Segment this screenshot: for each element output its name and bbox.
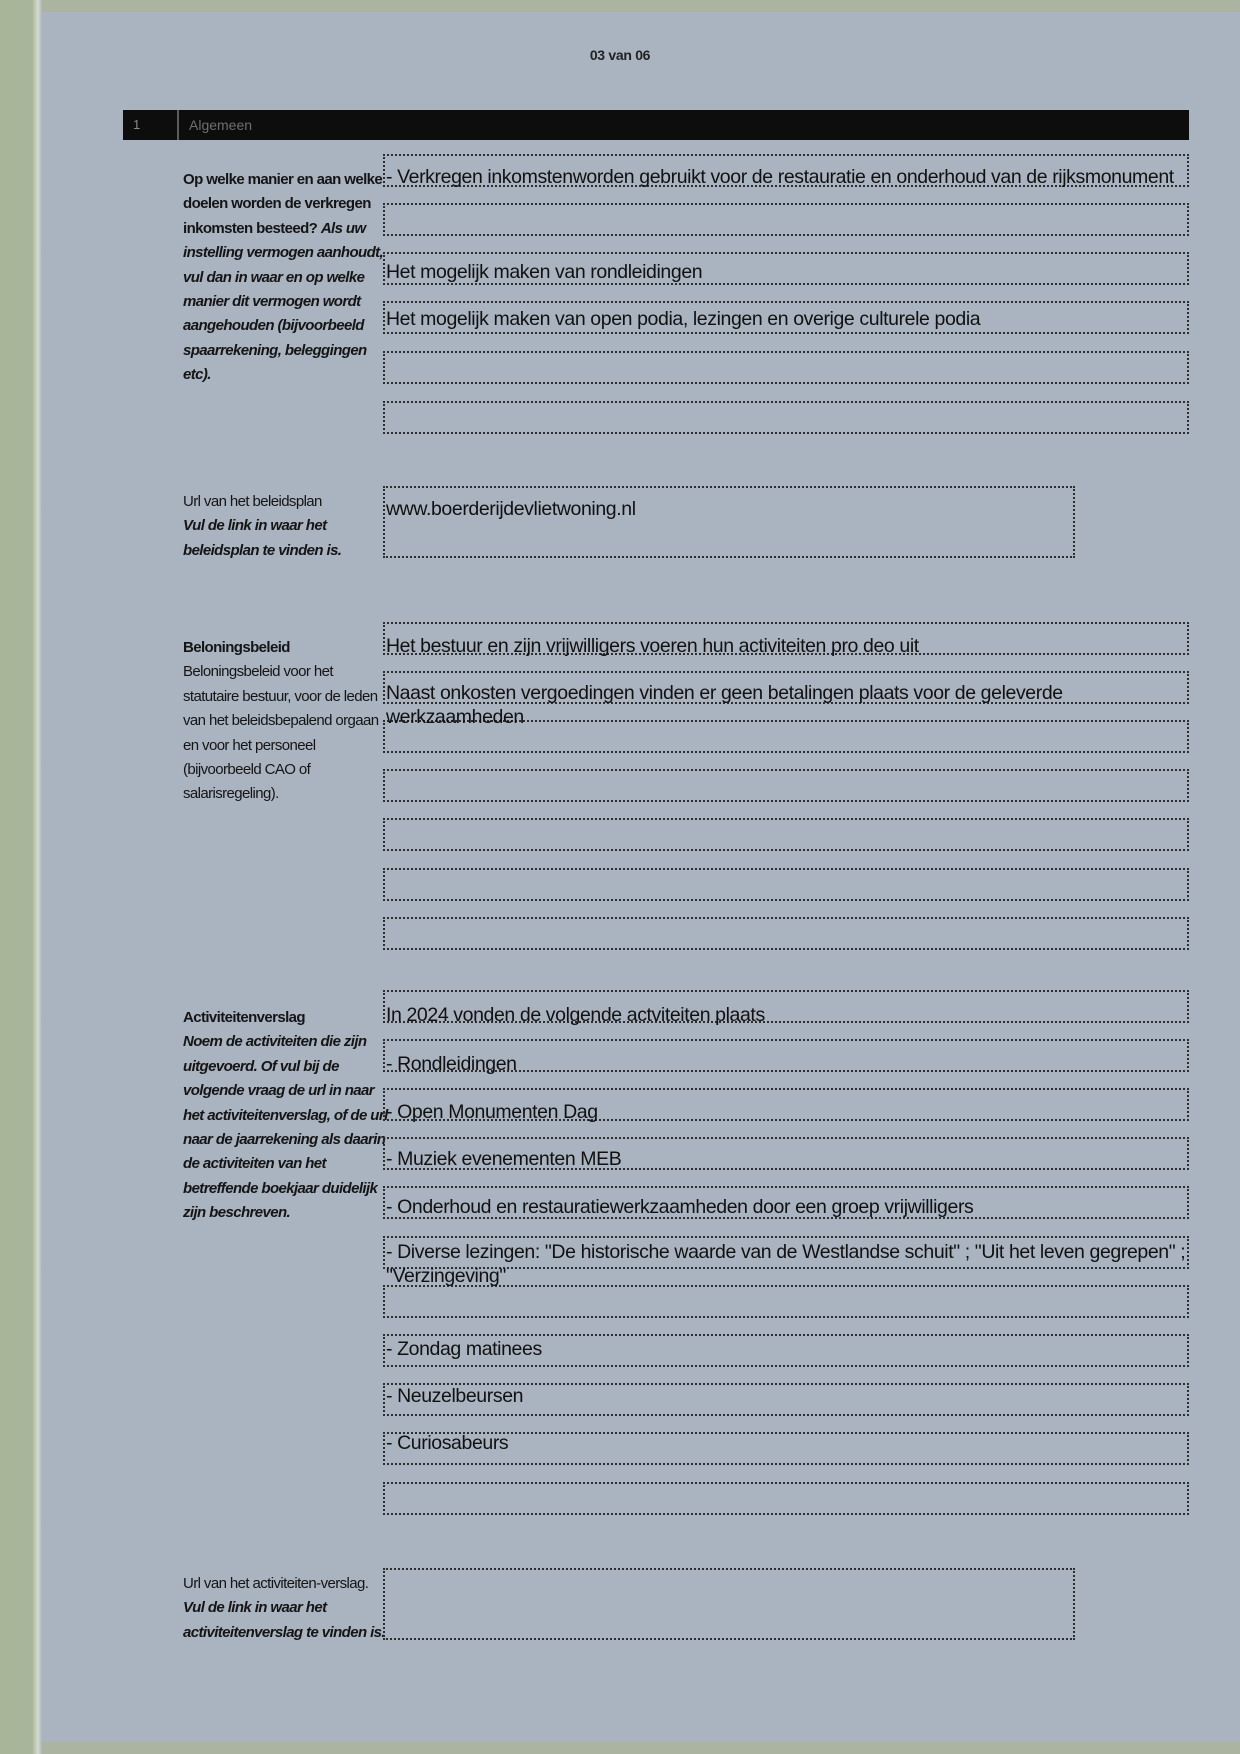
section-header: [123, 110, 1189, 140]
policy-url-note: Vul de link in waar het beleidsplan te vinden is.: [183, 517, 342, 559]
activities-line-6: - Diverse lezingen: "De historische waarde van de Westlandse schuit" ; "Uit het leven gegrepen" ; "Verzingeving": [386, 1241, 1186, 1287]
income-line-3: Het mogelijk maken van open podia, lezingen en overige culturele podia: [386, 308, 981, 330]
remuneration-text: Beloningsbeleid voor het statutaire bestuur, voor de leden van het beleidsbepalend orgaan en voor het personeel (bijvoorbeeld CAO of salarisregeling).: [183, 663, 379, 803]
remuneration-line-1: Het bestuur en zijn vrijwilligers voeren hun activiteiten pro deo uit: [386, 635, 919, 657]
section-title: Algemeen: [189, 117, 253, 133]
activities-line-1: In 2024 vonden de volgende actviteiten plaats: [386, 1004, 765, 1026]
activities-url-field[interactable]: [383, 1568, 1075, 1640]
income-line-2: Het mogelijk maken van rondleidingen: [386, 261, 703, 283]
income-label: [183, 168, 388, 388]
remuneration-line-2: Naast onkosten vergoedingen vinden er geen betalingen plaats voor de geleverde werkzaamheden: [386, 682, 1063, 728]
activities-line-8: - Neuzelbeursen: [386, 1385, 524, 1407]
activities-line-9: - Curiosabeurs: [386, 1432, 509, 1454]
activities-url-label: [183, 1572, 388, 1645]
income-field-2[interactable]: [383, 203, 1189, 236]
income-note: Als uw instelling vermogen aanhoudt, vul dan in waar en op welke manier dit vermogen wordt aangehouden (bijvoorbeeld spaarrekening, beleggingen etc).: [183, 219, 384, 384]
activities-field-11[interactable]: [383, 1482, 1189, 1515]
remuneration-heading: Beloningsbeleid: [183, 639, 290, 656]
activities-label: [183, 1006, 388, 1226]
activities-url-note: Vul de link in waar het activiteitenverslag te vinden is.: [183, 1599, 385, 1641]
income-field-5[interactable]: [383, 351, 1189, 384]
section-number: 1: [123, 110, 179, 140]
policy-url-label: [183, 490, 388, 563]
page-edge: [0, 0, 42, 1754]
remuneration-field-5[interactable]: [383, 818, 1189, 851]
activities-line-4: - Muziek evenementen MEB: [386, 1148, 622, 1170]
remuneration-field-4[interactable]: [383, 769, 1189, 802]
activities-line-2: - Rondleidingen: [386, 1053, 517, 1075]
activities-url-title: Url van het activiteiten-verslag.: [183, 1575, 369, 1592]
activities-line-5: - Onderhoud en restauratiewerkzaamheden door een groep vrijwilligers: [386, 1196, 974, 1218]
page-number: 03 van 06: [589, 47, 651, 63]
activities-field-7[interactable]: [383, 1285, 1189, 1318]
activities-line-7: - Zondag matinees: [386, 1338, 542, 1360]
activities-line-3: - Open Monumenten Dag: [386, 1101, 598, 1123]
policy-url-value: www.boerderijdevlietwoning.nl: [386, 498, 636, 520]
income-field-6[interactable]: [383, 401, 1189, 434]
activities-note: Noem de activiteiten die zijn uitgevoerd. Of vul bij de volgende vraag de url in naar het activiteitenverslag, of de url naar de jaarrekening als daarin de activiteiten van het betreffende boekjaar duidelijk zijn beschreven.: [183, 1033, 388, 1222]
remuneration-label: [183, 636, 388, 807]
policy-url-title: Url van het beleidsplan: [183, 493, 322, 510]
activities-heading: Activiteitenverslag: [183, 1009, 305, 1026]
remuneration-field-7[interactable]: [383, 917, 1189, 950]
income-line-1: - Verkregen inkomstenworden gebruikt voor de restauratie en onderhoud van de rijksmonument: [386, 166, 1174, 188]
remuneration-field-6[interactable]: [383, 868, 1189, 901]
income-question: Op welke manier en aan welke doelen worden de verkregen inkomsten besteed?: [183, 171, 383, 237]
